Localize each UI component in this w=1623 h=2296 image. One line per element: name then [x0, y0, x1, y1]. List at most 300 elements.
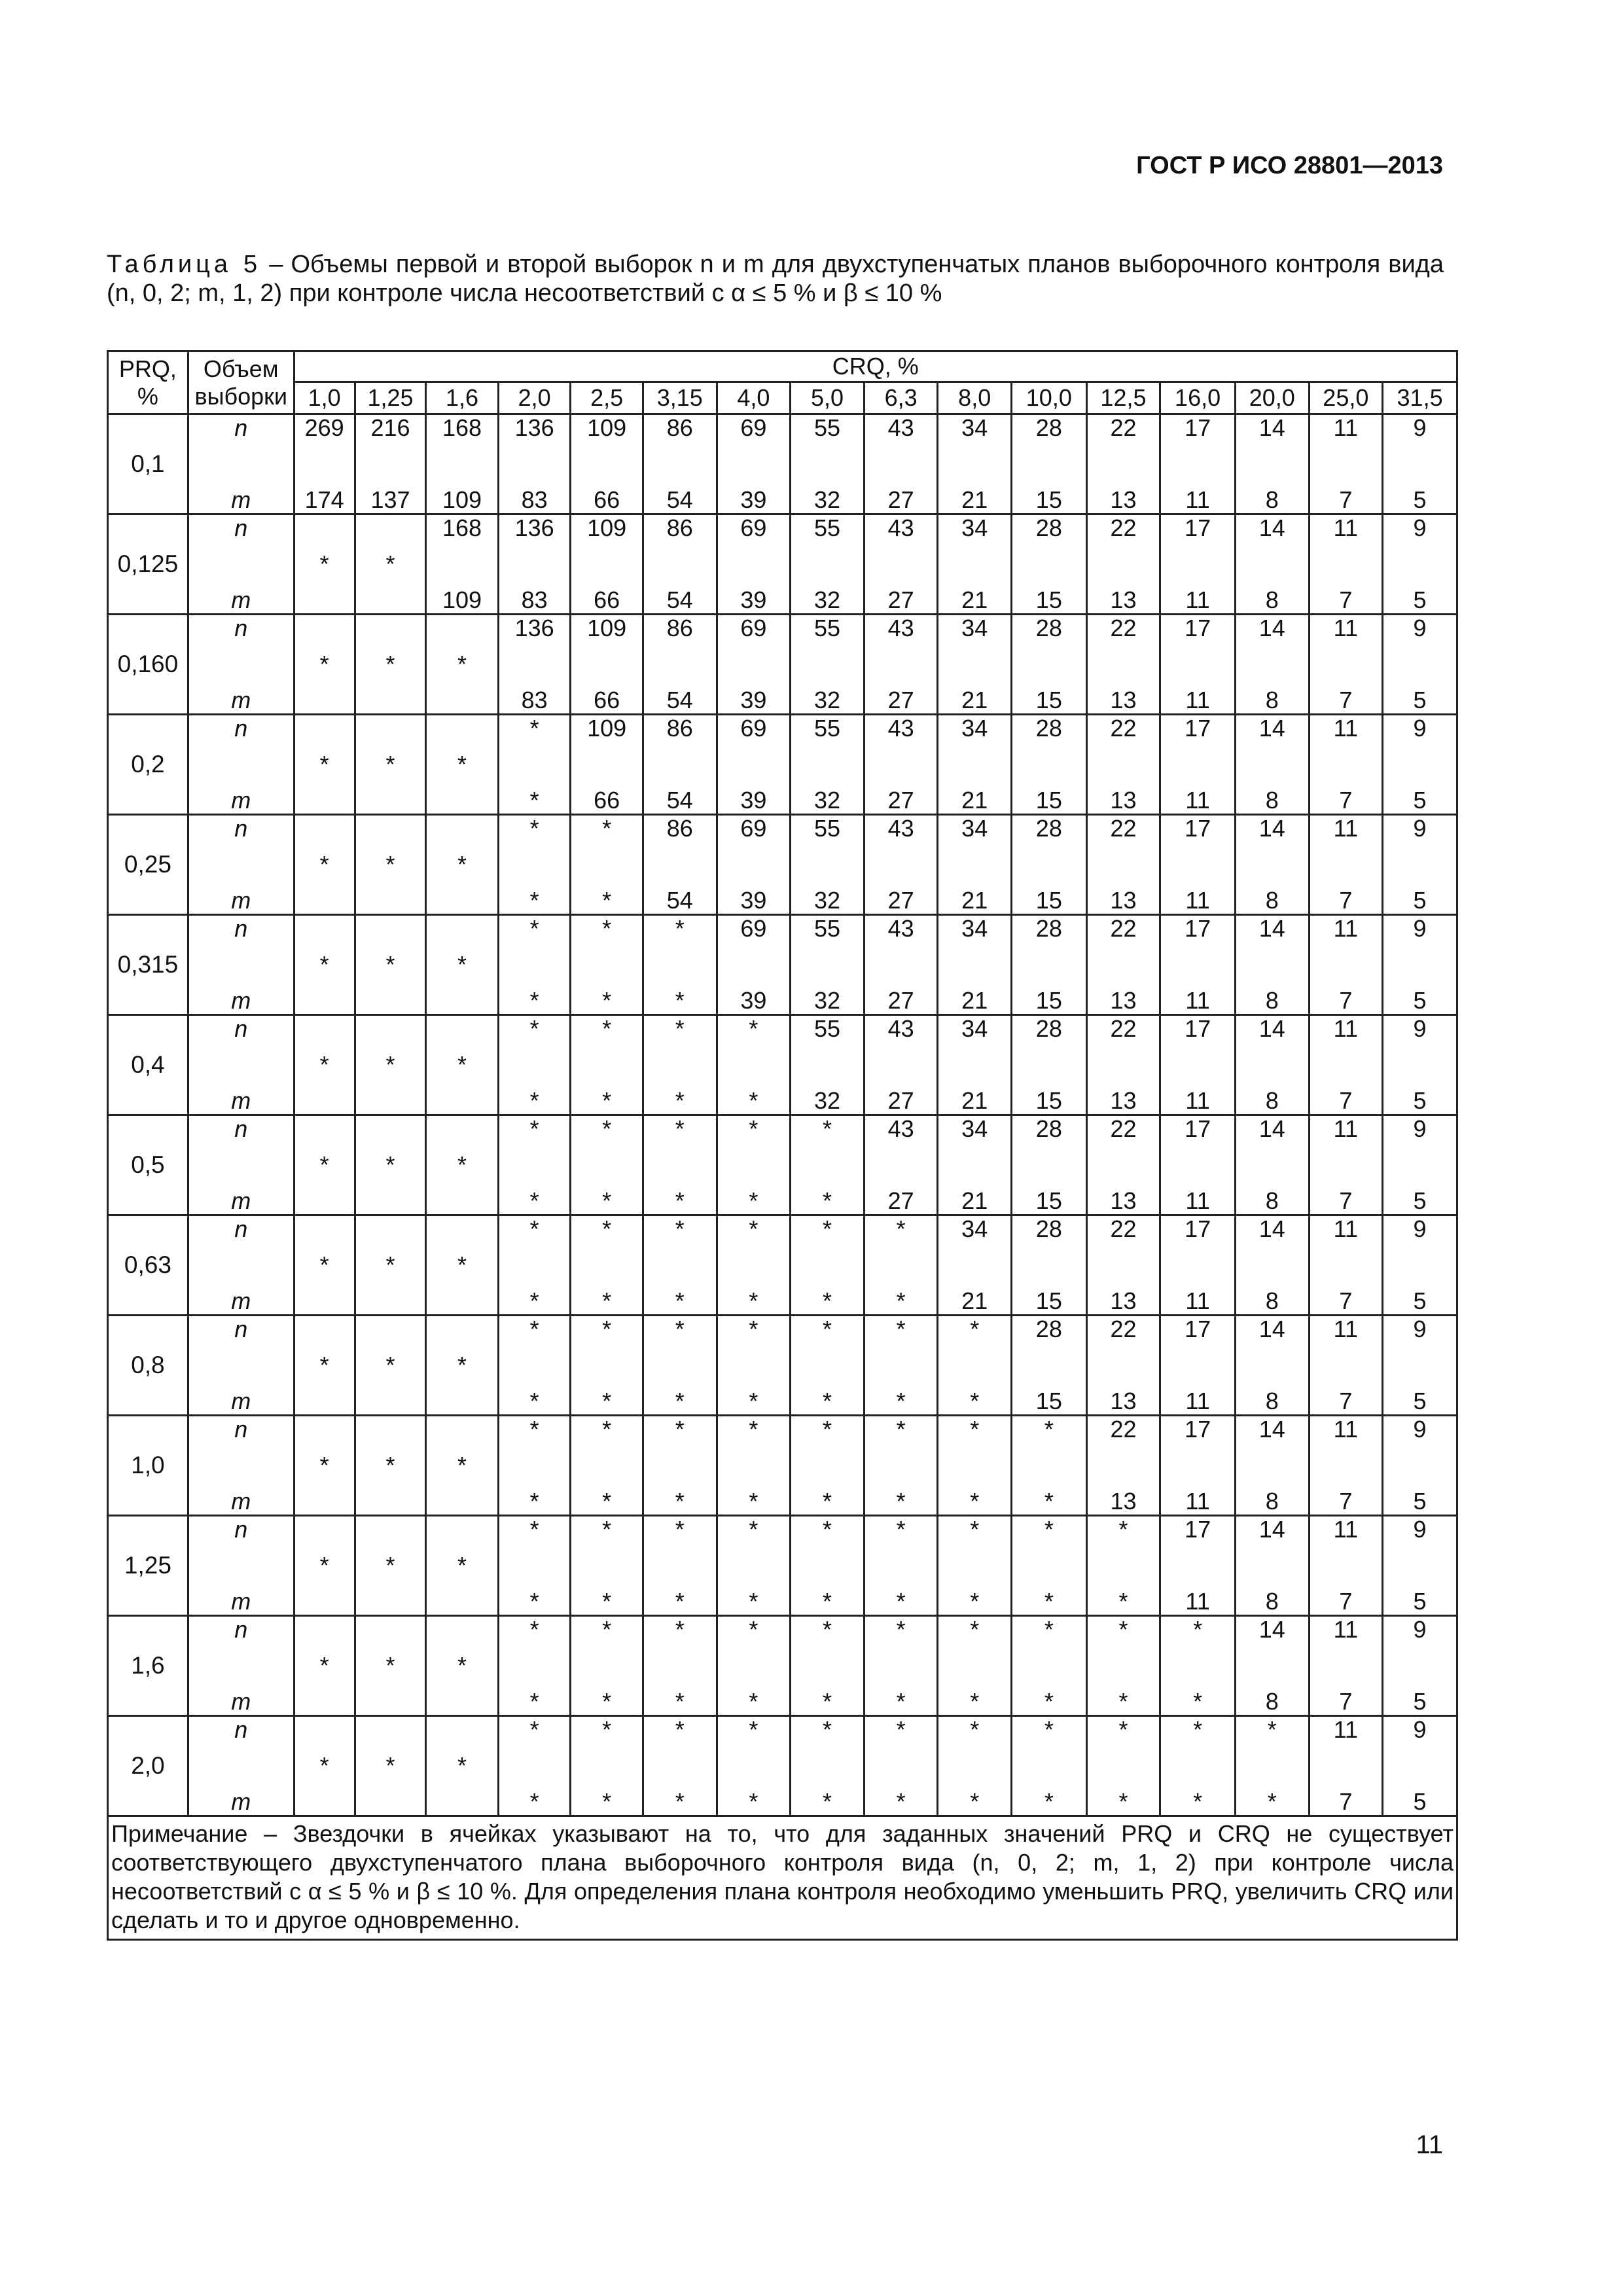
value-n: 17	[1185, 1215, 1211, 1242]
value-m: 21	[961, 1187, 988, 1214]
value-cell	[643, 715, 717, 815]
value-n: 9	[1413, 1416, 1427, 1443]
table-row	[108, 1416, 1457, 1516]
value-cell	[1160, 815, 1236, 915]
value-m: 15	[1035, 1187, 1062, 1214]
value-cell	[1086, 1616, 1160, 1716]
value-m: 5	[1413, 987, 1427, 1014]
value-m: 11	[1185, 787, 1210, 814]
label-n: n	[234, 1616, 248, 1643]
value-n: 55	[813, 514, 840, 541]
value-n: 9	[1413, 1115, 1427, 1142]
value-cell	[571, 1215, 643, 1316]
value-cell	[1086, 1015, 1160, 1115]
value-n: *	[602, 1215, 612, 1242]
value-m: 5	[1413, 1187, 1427, 1214]
value-n: 11	[1333, 1015, 1359, 1042]
value-m: 7	[1339, 1488, 1353, 1515]
crq-header-cell: 1,0	[294, 382, 355, 414]
value-n: 14	[1258, 1316, 1285, 1342]
value-cell	[571, 1316, 643, 1416]
value-cell	[643, 414, 717, 514]
value-n: 28	[1035, 1316, 1062, 1342]
value-m: *	[1044, 1588, 1054, 1615]
value-n: 86	[666, 514, 693, 541]
value-m: *	[529, 1488, 539, 1515]
value-m: *	[675, 1287, 685, 1314]
value-cell	[355, 1716, 426, 1816]
prq-cell: 0,63	[108, 1215, 188, 1316]
value-cell	[294, 615, 355, 715]
table-row	[108, 615, 1457, 715]
value-n: *	[970, 1516, 980, 1543]
value-m: 27	[887, 987, 914, 1014]
value-cell	[643, 1316, 717, 1416]
value-m: *	[1267, 1788, 1277, 1815]
value-m: 11	[1185, 486, 1210, 513]
table-caption	[107, 250, 1444, 308]
value-cell	[1235, 715, 1309, 815]
value-n: *	[675, 1616, 685, 1643]
value-m: 8	[1265, 1187, 1279, 1214]
table-note: Примечание – Звездочки в ячейках указывают на то, что для заданных значений PRQ и CRQ не существует соответствующего двухступенчатого плана выборочного контроля вида (n, 0, 2; m, 1, 2) при контроле числа несоответствий с α ≤ 5 % и β ≤ 10 %. Для определения плана контроля необходимо уменьшить PRQ, увеличить CRQ или сделать и то и другое одновременно.	[108, 1816, 1457, 1940]
value-m: *	[822, 1388, 832, 1414]
value-n: 109	[587, 615, 627, 641]
value-cell	[1383, 915, 1457, 1015]
value-n: 17	[1185, 1115, 1211, 1142]
label-n: n	[234, 1115, 248, 1142]
value-cell	[294, 1416, 355, 1516]
value-cell	[717, 514, 791, 615]
value-m: 32	[813, 887, 840, 914]
table-row	[108, 815, 1457, 915]
value-n: 22	[1110, 815, 1137, 842]
value-n: *	[896, 1616, 906, 1643]
value-n: 43	[887, 915, 914, 942]
value-m: 5	[1413, 687, 1427, 713]
value-n: 9	[1413, 715, 1427, 742]
value-m: *	[749, 1788, 758, 1815]
value-cell	[355, 1115, 426, 1215]
value-cell	[426, 1716, 499, 1816]
merged-star: *	[457, 1652, 467, 1679]
value-cell	[355, 1616, 426, 1716]
value-cell	[1383, 715, 1457, 815]
crq-header-cell: 3,15	[643, 382, 717, 414]
value-n: 11	[1333, 1115, 1359, 1142]
value-cell	[864, 615, 938, 715]
value-n: *	[749, 1215, 758, 1242]
value-n: 86	[666, 615, 693, 641]
value-m: 11	[1185, 887, 1210, 914]
value-n: *	[896, 1215, 906, 1242]
label-n: n	[234, 1316, 248, 1342]
value-m: 32	[813, 486, 840, 513]
header-sample-size: Объем выборки	[188, 351, 294, 414]
value-m: *	[822, 1187, 832, 1214]
prq-cell: 0,5	[108, 1115, 188, 1215]
value-m: *	[1118, 1588, 1128, 1615]
value-m: *	[822, 1488, 832, 1515]
value-m: 54	[666, 687, 693, 713]
value-m: 8	[1265, 1688, 1279, 1715]
value-m: 13	[1110, 987, 1137, 1014]
value-cell	[717, 414, 791, 514]
value-m: 15	[1035, 787, 1062, 814]
header-prq: PRQ, %	[108, 351, 188, 414]
value-n: 136	[514, 514, 554, 541]
merged-star: *	[385, 651, 395, 677]
value-cell	[643, 1115, 717, 1215]
value-n: *	[749, 1015, 758, 1042]
sample-label-cell	[188, 1416, 294, 1516]
merged-star: *	[457, 851, 467, 878]
value-cell	[1012, 414, 1087, 514]
value-cell	[294, 1215, 355, 1316]
label-m: m	[231, 1688, 251, 1715]
value-m: 13	[1110, 1187, 1137, 1214]
value-cell	[791, 514, 865, 615]
value-cell	[643, 1015, 717, 1115]
value-cell	[1086, 1316, 1160, 1416]
value-n: 28	[1035, 815, 1062, 842]
prq-cell: 0,25	[108, 815, 188, 915]
label-m: m	[231, 1187, 251, 1214]
value-m: 13	[1110, 486, 1137, 513]
sample-label-cell	[188, 715, 294, 815]
value-m: *	[1118, 1688, 1128, 1715]
value-m: *	[529, 1388, 539, 1414]
value-cell	[717, 1115, 791, 1215]
prq-cell: 1,25	[108, 1516, 188, 1616]
value-m: *	[602, 1087, 612, 1114]
value-n: 14	[1258, 1015, 1285, 1042]
value-m: *	[1044, 1688, 1054, 1715]
value-m: *	[1193, 1688, 1203, 1715]
value-n: 69	[740, 615, 767, 641]
label-n: n	[234, 1215, 248, 1242]
value-cell	[1383, 1616, 1457, 1716]
value-m: *	[970, 1788, 980, 1815]
value-cell	[717, 1316, 791, 1416]
value-cell	[1012, 1416, 1087, 1516]
value-cell	[717, 1716, 791, 1816]
value-m: *	[529, 1688, 539, 1715]
prq-cell: 0,8	[108, 1316, 188, 1416]
value-cell	[294, 815, 355, 915]
value-cell	[571, 1716, 643, 1816]
value-n: 43	[887, 715, 914, 742]
value-m: 8	[1265, 687, 1279, 713]
value-n: 14	[1258, 915, 1285, 942]
value-m: 83	[521, 586, 548, 613]
value-cell	[1160, 1015, 1236, 1115]
value-cell	[1086, 715, 1160, 815]
value-n: *	[529, 1516, 539, 1543]
value-m: 27	[887, 486, 914, 513]
value-m: *	[529, 887, 539, 914]
value-n: *	[822, 1215, 832, 1242]
value-cell	[571, 514, 643, 615]
value-cell	[355, 1015, 426, 1115]
value-n: *	[529, 1616, 539, 1643]
value-n: *	[749, 1416, 758, 1443]
value-m: 7	[1339, 687, 1353, 713]
value-n: 11	[1333, 1215, 1359, 1242]
value-cell	[1160, 1516, 1236, 1616]
value-cell	[938, 1516, 1012, 1616]
value-m: 5	[1413, 1488, 1427, 1515]
value-m: 109	[442, 486, 482, 513]
value-cell	[1309, 414, 1383, 514]
value-m: 32	[813, 687, 840, 713]
value-n: *	[749, 1516, 758, 1543]
label-n: n	[234, 1015, 248, 1042]
value-cell	[426, 615, 499, 715]
value-n: 28	[1035, 615, 1062, 641]
value-n: 11	[1333, 1316, 1359, 1342]
value-n: *	[1267, 1716, 1277, 1743]
merged-star: *	[319, 751, 329, 778]
value-m: *	[675, 1788, 685, 1815]
value-n: 9	[1413, 815, 1427, 842]
value-cell	[643, 1716, 717, 1816]
prq-cell: 0,1	[108, 414, 188, 514]
value-m: 66	[594, 486, 620, 513]
value-cell	[791, 1015, 865, 1115]
value-m: 54	[666, 586, 693, 613]
value-cell	[864, 1416, 938, 1516]
value-cell	[1309, 1115, 1383, 1215]
merged-star: *	[319, 550, 329, 577]
value-cell	[426, 1115, 499, 1215]
value-n: *	[675, 1716, 685, 1743]
value-cell	[1160, 1215, 1236, 1316]
value-n: 9	[1413, 514, 1427, 541]
value-n: 11	[1333, 615, 1359, 641]
value-m: 13	[1110, 1388, 1137, 1414]
value-cell	[498, 1015, 571, 1115]
value-n: 55	[813, 715, 840, 742]
value-cell	[498, 915, 571, 1015]
value-n: 69	[740, 915, 767, 942]
crq-header-cell: 5,0	[791, 382, 865, 414]
label-n: n	[234, 615, 248, 641]
value-cell	[498, 1215, 571, 1316]
value-n: 14	[1258, 1616, 1285, 1643]
value-n: 22	[1110, 1316, 1137, 1342]
value-m: 15	[1035, 1388, 1062, 1414]
value-cell	[1086, 414, 1160, 514]
value-m: *	[749, 1588, 758, 1615]
value-cell	[1160, 514, 1236, 615]
label-m: m	[231, 687, 251, 713]
value-m: 8	[1265, 1588, 1279, 1615]
value-n: 216	[370, 414, 410, 441]
value-n: 269	[304, 414, 344, 441]
value-cell	[791, 1716, 865, 1816]
value-n: 22	[1110, 414, 1137, 441]
value-n: *	[529, 815, 539, 842]
value-cell	[355, 1316, 426, 1416]
value-m: 15	[1035, 486, 1062, 513]
value-cell	[1012, 715, 1087, 815]
value-cell	[1086, 915, 1160, 1015]
value-n: *	[602, 1015, 612, 1042]
label-m: m	[231, 1087, 251, 1114]
merged-star: *	[457, 1352, 467, 1378]
value-n: *	[896, 1316, 906, 1342]
value-n: 14	[1258, 414, 1285, 441]
label-n: n	[234, 1516, 248, 1543]
value-cell	[1012, 1716, 1087, 1816]
value-cell	[294, 915, 355, 1015]
value-m: 5	[1413, 1688, 1427, 1715]
value-m: *	[675, 987, 685, 1014]
value-n: *	[749, 1115, 758, 1142]
value-m: 8	[1265, 887, 1279, 914]
value-cell	[355, 1215, 426, 1316]
value-cell	[1235, 414, 1309, 514]
value-n: *	[1118, 1516, 1128, 1543]
value-cell	[938, 1115, 1012, 1215]
value-m: 32	[813, 987, 840, 1014]
sample-label-cell	[188, 1115, 294, 1215]
crq-header-cell: 31,5	[1383, 382, 1457, 414]
value-n: 28	[1035, 715, 1062, 742]
value-n: 136	[514, 615, 554, 641]
value-n: *	[970, 1616, 980, 1643]
value-cell	[1309, 1616, 1383, 1716]
value-m: 8	[1265, 1488, 1279, 1515]
value-m: 39	[740, 687, 767, 713]
value-n: 22	[1110, 1215, 1137, 1242]
value-cell	[1012, 1616, 1087, 1716]
value-n: 9	[1413, 1616, 1427, 1643]
value-cell	[426, 1015, 499, 1115]
value-m: 21	[961, 586, 988, 613]
value-n: 109	[587, 414, 627, 441]
caption-text: – Объемы первой и второй выборок n и m для двухступенчатых планов выборочного контроля вида (n, 0, 2; m, 1, 2) при контроле числа несоответствий с α ≤ 5 % и β ≤ 10 %	[107, 251, 1444, 307]
value-m: *	[749, 1488, 758, 1515]
value-m: *	[602, 887, 612, 914]
value-cell	[571, 1115, 643, 1215]
value-n: 34	[961, 414, 988, 441]
prq-cell: 0,160	[108, 615, 188, 715]
value-m: 7	[1339, 887, 1353, 914]
value-cell	[717, 1416, 791, 1516]
value-m: 5	[1413, 586, 1427, 613]
value-m: 8	[1265, 1388, 1279, 1414]
label-n: n	[234, 1416, 248, 1443]
value-n: *	[529, 715, 539, 742]
value-cell	[1235, 1215, 1309, 1316]
value-n: 14	[1258, 615, 1285, 641]
value-cell	[426, 514, 499, 615]
value-cell	[864, 1716, 938, 1816]
value-cell	[938, 715, 1012, 815]
value-m: 21	[961, 1087, 988, 1114]
value-n: 55	[813, 815, 840, 842]
value-cell	[1383, 1716, 1457, 1816]
sample-label-cell	[188, 1316, 294, 1416]
value-cell	[1235, 615, 1309, 715]
value-m: 54	[666, 887, 693, 914]
value-m: *	[822, 1588, 832, 1615]
value-n: 9	[1413, 615, 1427, 641]
value-cell	[938, 1215, 1012, 1316]
crq-header-cell: 4,0	[717, 382, 791, 414]
merged-star: *	[319, 1752, 329, 1779]
value-cell	[1309, 815, 1383, 915]
table-row	[108, 1716, 1457, 1816]
value-n: 28	[1035, 514, 1062, 541]
value-cell	[294, 1115, 355, 1215]
table-row	[108, 1015, 1457, 1115]
value-m: 7	[1339, 1087, 1353, 1114]
value-cell	[643, 1616, 717, 1716]
value-cell	[1309, 1215, 1383, 1316]
value-m: 5	[1413, 787, 1427, 814]
value-n: *	[1044, 1516, 1054, 1543]
value-cell	[571, 915, 643, 1015]
value-m: *	[675, 1388, 685, 1414]
value-m: 11	[1185, 1087, 1210, 1114]
value-cell	[791, 915, 865, 1015]
value-cell	[643, 1516, 717, 1616]
merged-star: *	[319, 1151, 329, 1178]
value-n: *	[749, 1716, 758, 1743]
value-cell	[355, 715, 426, 815]
value-n: 17	[1185, 915, 1211, 942]
value-m: *	[749, 1087, 758, 1114]
value-n: *	[896, 1416, 906, 1443]
value-m: 5	[1413, 486, 1427, 513]
value-n: 34	[961, 715, 988, 742]
value-cell	[1012, 514, 1087, 615]
value-cell	[1086, 514, 1160, 615]
value-m: 5	[1413, 1287, 1427, 1314]
value-cell	[498, 1316, 571, 1416]
table-row	[108, 414, 1457, 514]
value-cell	[1383, 1316, 1457, 1416]
value-m: 8	[1265, 1287, 1279, 1314]
value-n: 86	[666, 815, 693, 842]
value-m: 8	[1265, 787, 1279, 814]
value-m: 15	[1035, 586, 1062, 613]
value-m: *	[529, 1087, 539, 1114]
value-cell	[355, 514, 426, 615]
value-n: 9	[1413, 1716, 1427, 1743]
value-n: *	[529, 915, 539, 942]
value-m: 21	[961, 486, 988, 513]
value-m: *	[675, 1588, 685, 1615]
value-cell	[426, 815, 499, 915]
value-m: 7	[1339, 1187, 1353, 1214]
value-n: 109	[587, 514, 627, 541]
value-m: 8	[1265, 586, 1279, 613]
value-m: 13	[1110, 687, 1137, 713]
value-m: *	[822, 1287, 832, 1314]
table-row	[108, 1616, 1457, 1716]
value-n: *	[749, 1316, 758, 1342]
value-cell	[1235, 514, 1309, 615]
value-n: *	[749, 1616, 758, 1643]
value-cell	[498, 514, 571, 615]
value-cell	[426, 1616, 499, 1716]
value-m: *	[970, 1488, 980, 1515]
sample-label-cell	[188, 1616, 294, 1716]
